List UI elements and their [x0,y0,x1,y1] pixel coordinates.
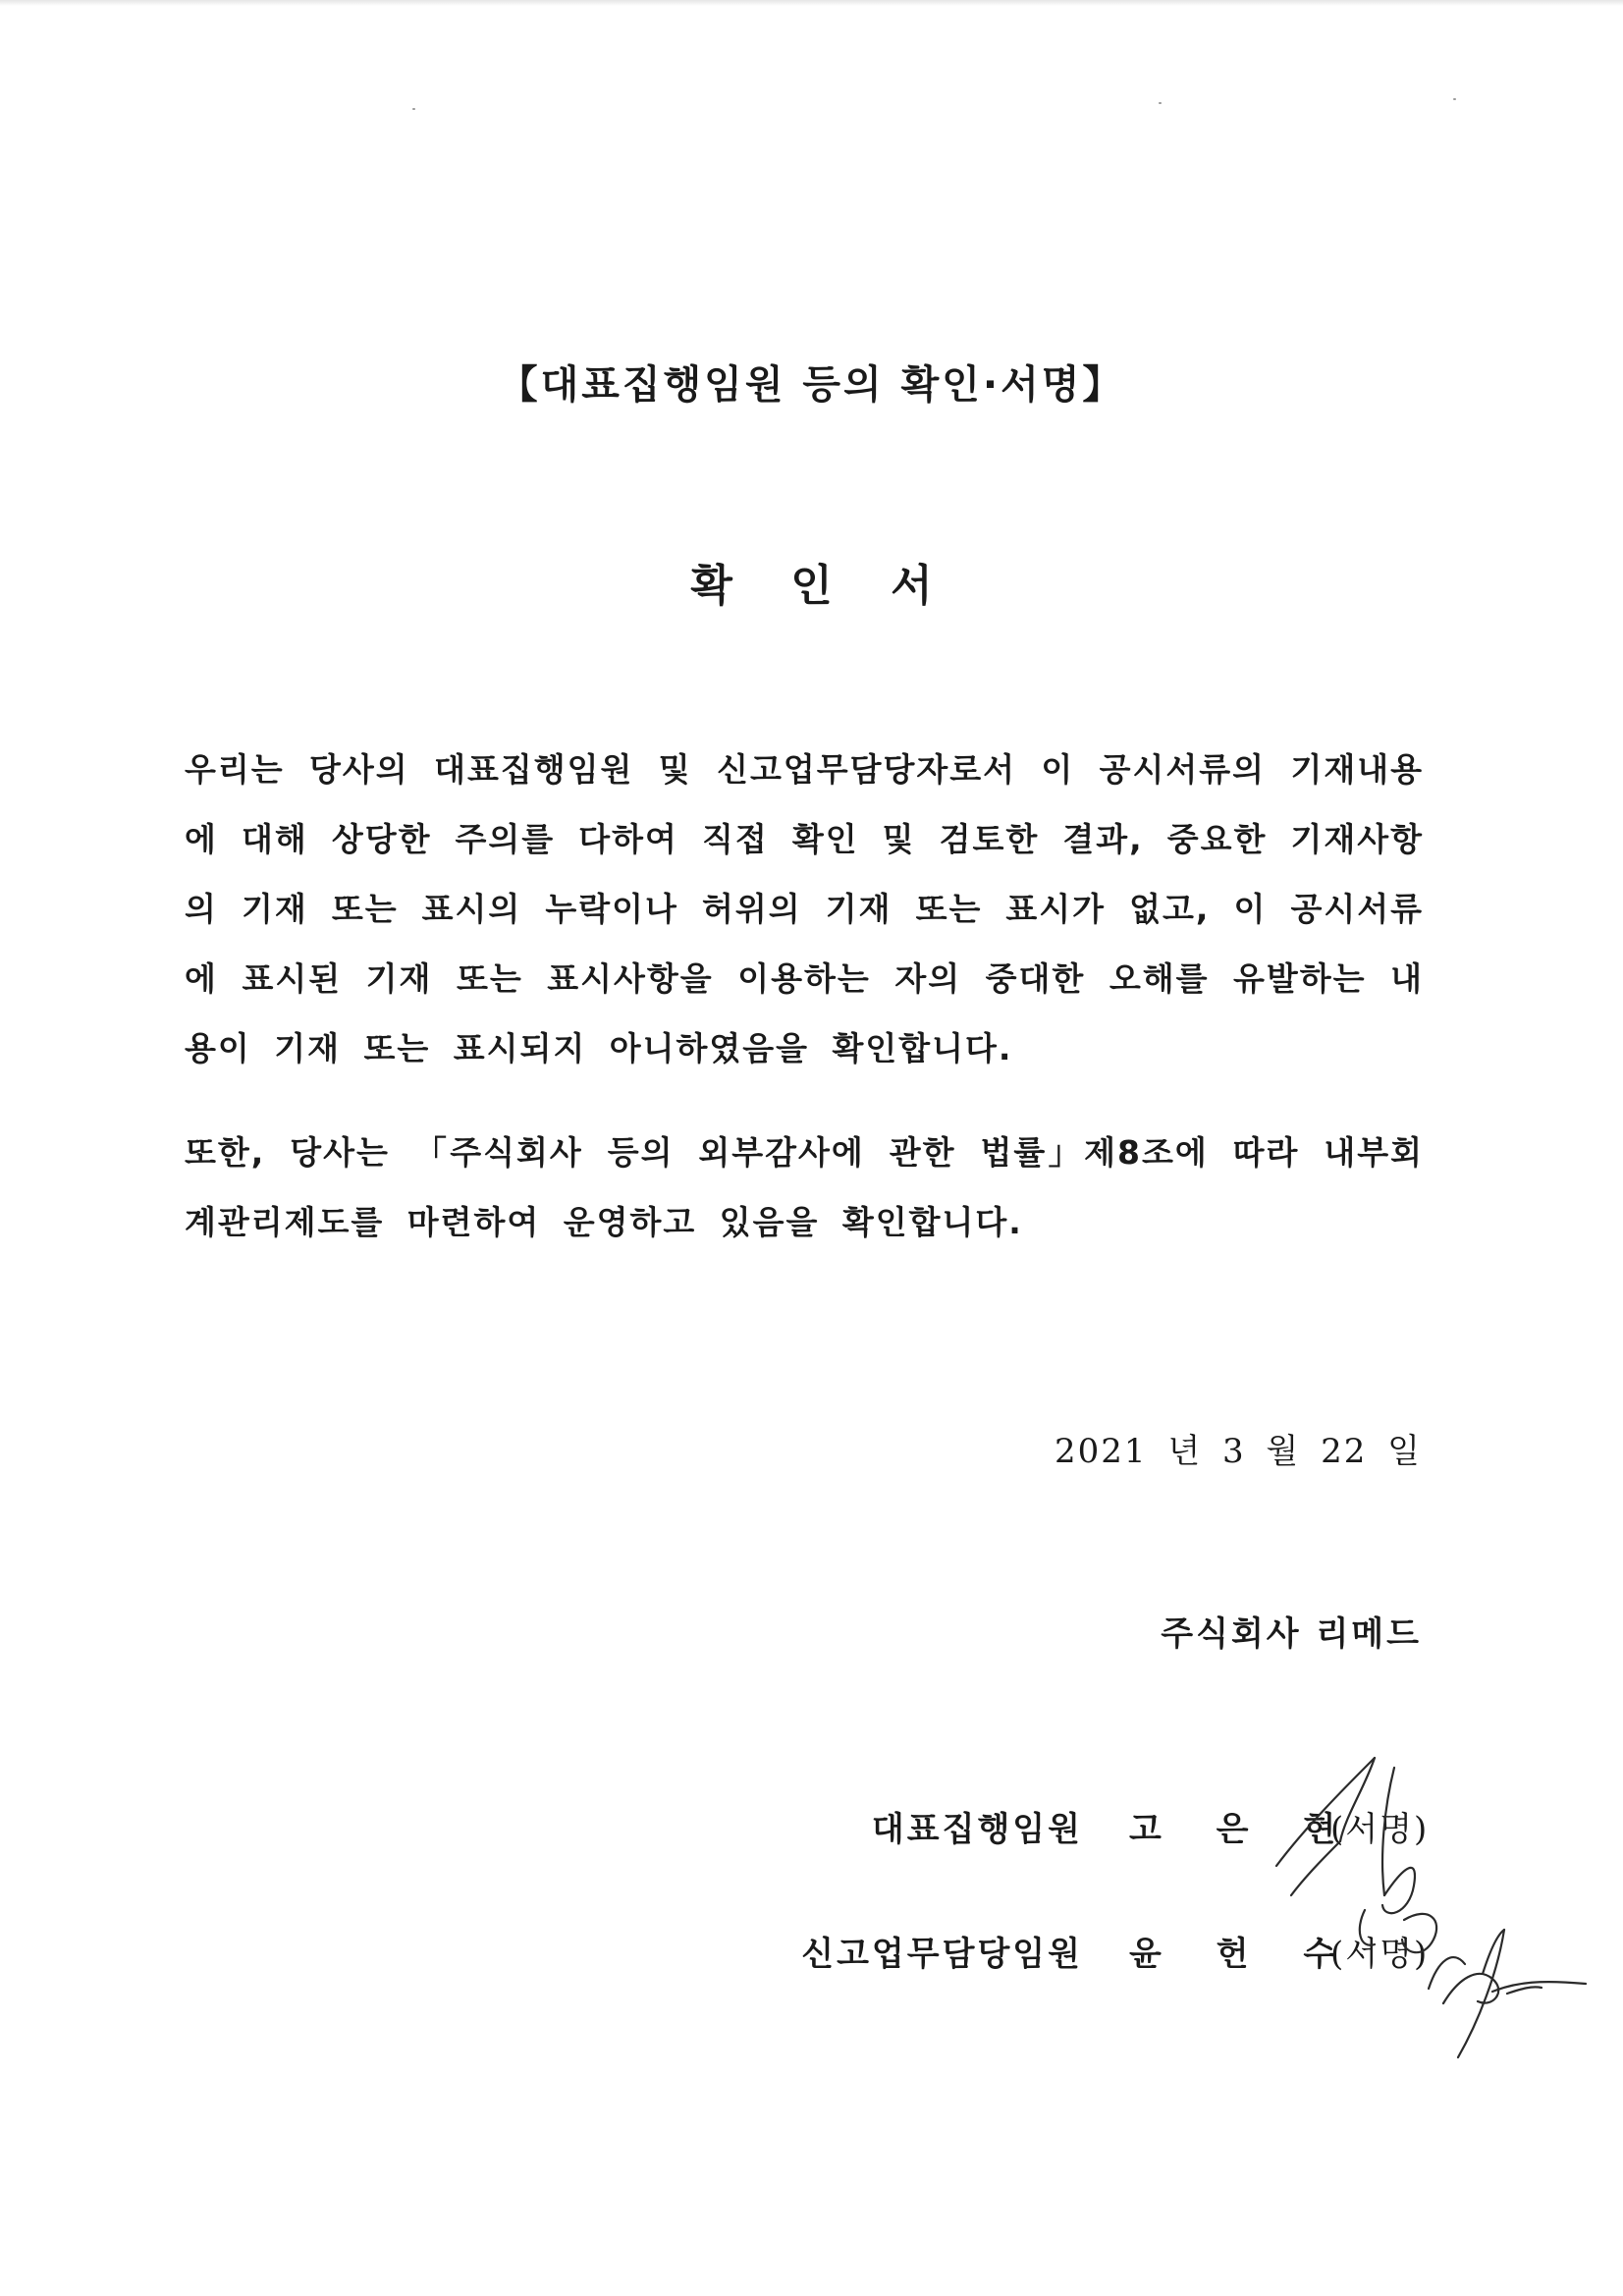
signer-name: 윤 헌 수 [1129,1935,1358,1974]
scan-speck [1159,102,1162,104]
document-title: 확 인 서 [690,561,954,611]
internal-control-paragraph: 또한, 당사는 「주식회사 등의 외부감사에 관한 법률」제8조에 따라 내부회계관리제도를 마련하여 운영하고 있음을 확인합니다. [185,1133,1424,1241]
signer-name: 고 은 현 [1129,1810,1358,1849]
scan-speck [1453,98,1456,100]
confirmation-paragraph: 우리는 당사의 대표집행임원 및 신고업무담당자로서 이 공시서류의 기재내용에 대해 상당한 주의를 다하여 직접 확인 및 검토한 결과, 중요한 기재사항의 기재 또는 표시의 누락이나 허위의 기재 또는 표시가 없고, 이 공시서류에 표시된 기재 또는 표시사항을 이용하는 자의 중대한 오해를 유발하는 내용이 기재 또는 표시되지 아니하였음을 확인합니다. [185,750,1424,1067]
signer-role: 대표집행임원 [871,1810,1083,1849]
signer-role: 신고업무담당임원 [801,1935,1083,1974]
header-title: 【대표집행임원 등의 확인·서명】 [498,362,1125,408]
company-name: 주식회사 리메드 [1161,1614,1422,1654]
signature-mark-label: (서명) [1330,1810,1430,1849]
signature-mark-label: (서명) [1330,1935,1430,1974]
scan-edge [0,0,1623,6]
scan-speck [412,108,415,110]
document-date: 2021 년 3 월 22 일 [1055,1432,1422,1471]
handwritten-signature-icon [1247,1748,1600,2062]
